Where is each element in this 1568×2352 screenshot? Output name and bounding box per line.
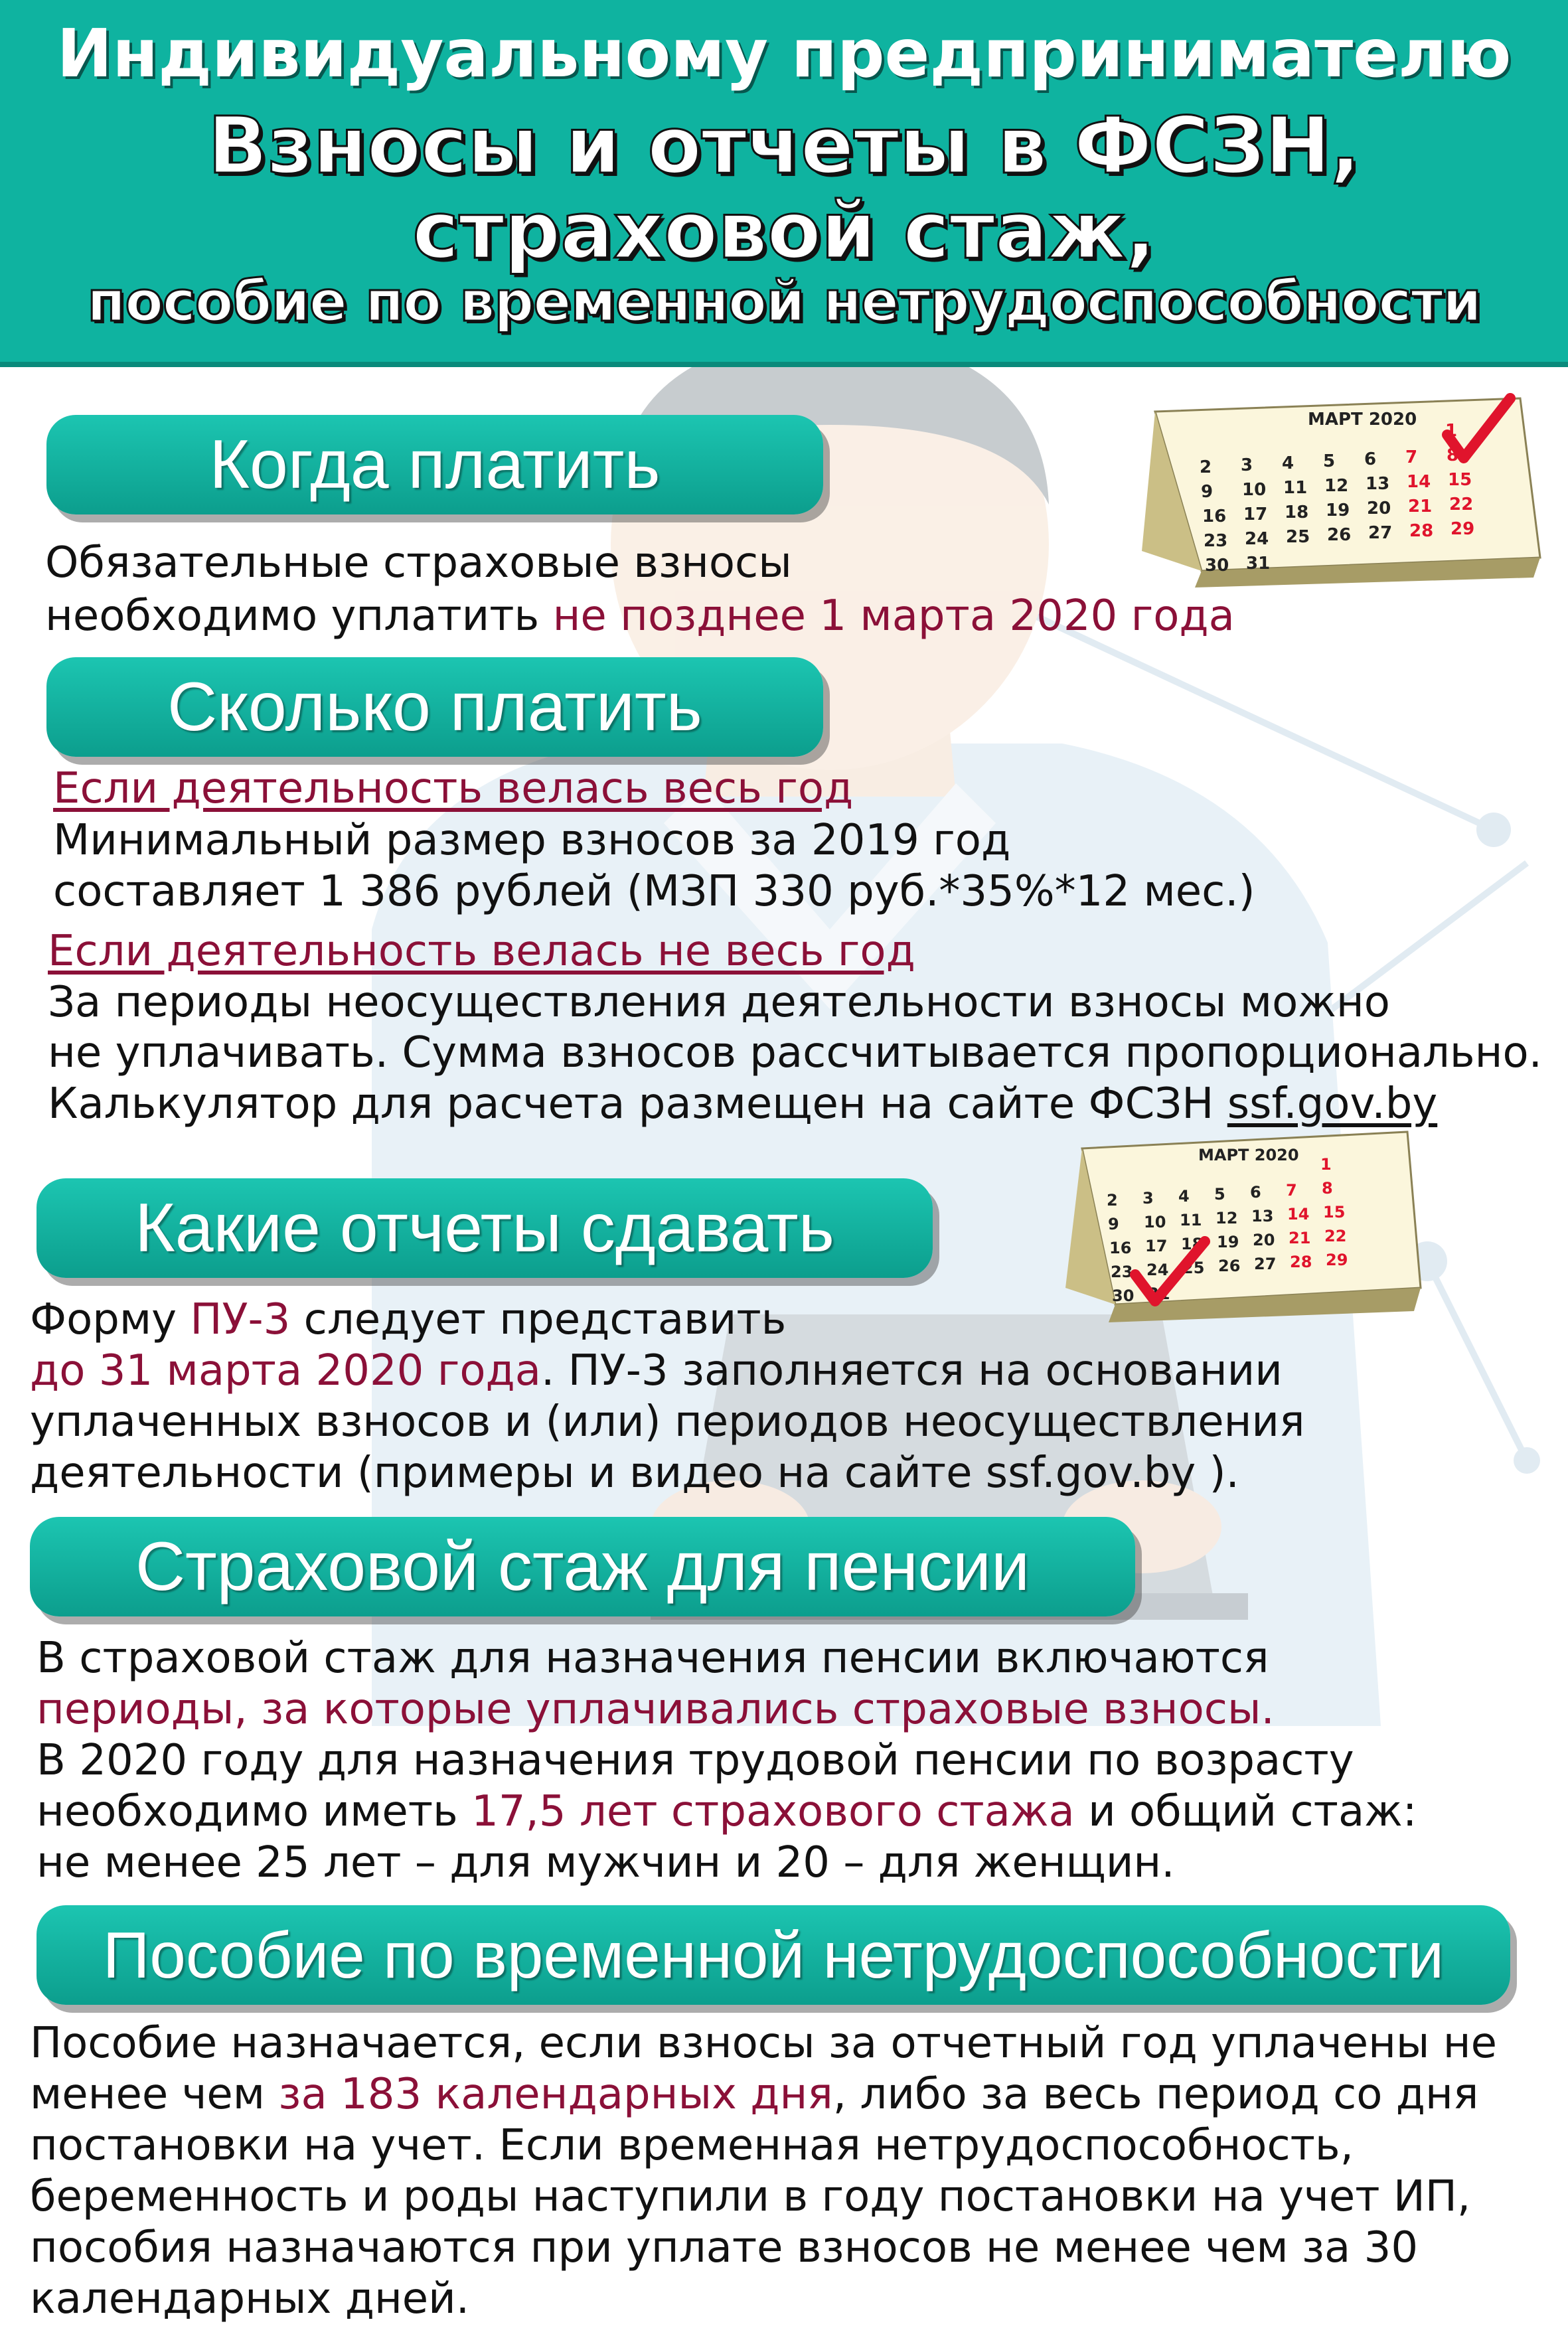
when-deadline: не позднее 1 марта 2020 года xyxy=(552,591,1235,641)
section-pension-title: Страховой стаж для пенсии xyxy=(30,1517,1135,1616)
calendar-day: 5 xyxy=(1214,1185,1225,1204)
section-when-title: Когда платить xyxy=(46,415,823,514)
calendar-day: 30 xyxy=(1205,556,1229,576)
header-line-2: Взносы и отчеты в ФСЗН, xyxy=(207,100,1361,191)
calendar-day: 6 xyxy=(1250,1183,1261,1202)
calendar-day: 14 xyxy=(1407,472,1431,492)
calendar-day: 1 xyxy=(1445,421,1458,441)
calendar-day: 15 xyxy=(1448,470,1472,490)
calendar-day: 19 xyxy=(1326,501,1350,520)
calendar-day: 27 xyxy=(1254,1255,1277,1273)
benefit-text-6: календарных дней. xyxy=(30,2274,470,2323)
how-much-text-5: Калькулятор для расчета размещен на сайте ФСЗН ssf.gov.by xyxy=(48,1079,1438,1129)
calendar-day: 13 xyxy=(1251,1207,1274,1225)
reports-text-1: Форму ПУ-3 следует представить xyxy=(30,1295,787,1344)
calendar-day: 16 xyxy=(1109,1239,1132,1257)
calendar-icon-2 xyxy=(1049,1109,1434,1328)
calendar-day: 17 xyxy=(1243,505,1268,524)
how-much-text-4: не уплачивать. Сумма взносов рассчитывается пропорционально. xyxy=(48,1028,1542,1077)
calendar-day: 26 xyxy=(1218,1257,1241,1275)
calendar-day: 6 xyxy=(1364,449,1377,469)
calendar-day: 2 xyxy=(1200,457,1212,477)
reports-deadline: до 31 марта 2020 года xyxy=(30,1346,541,1395)
calendar-day: 23 xyxy=(1111,1263,1133,1281)
calendar-day: 30 xyxy=(1112,1287,1135,1305)
benefit-text-2: менее чем за 183 календарных дня, либо за весь период со дня xyxy=(30,2070,1479,2119)
calendar-day: 26 xyxy=(1327,525,1352,545)
benefit-text-5: пособия назначаются при уплате взносов не менее чем за 30 xyxy=(30,2223,1419,2272)
calendar-day: 7 xyxy=(1286,1181,1297,1200)
fszn-site-link[interactable]: ssf.gov.by xyxy=(1227,1079,1438,1129)
benefit-text-3: постановки на учет. Если временная нетрудоспособность, xyxy=(30,2121,1354,2170)
calendar-day: 19 xyxy=(1217,1233,1239,1251)
calendar-day: 25 xyxy=(1182,1259,1205,1277)
calendar-day: 24 xyxy=(1146,1261,1169,1279)
calendar-day: 22 xyxy=(1324,1227,1347,1245)
calendar-day: 7 xyxy=(1405,447,1418,467)
calendar-day: 3 xyxy=(1142,1189,1154,1208)
calendar-day: 28 xyxy=(1290,1253,1312,1271)
calendar-day: 18 xyxy=(1181,1235,1204,1253)
calendar-day: 16 xyxy=(1202,507,1227,526)
pension-text-4: необходимо иметь 17,5 лет страхового стажа и общий стаж: xyxy=(37,1787,1417,1836)
when-text-2: необходимо уплатить не позднее 1 марта 2020 года xyxy=(45,591,1235,641)
how-much-text-1: Минимальный размер взносов за 2019 год xyxy=(53,816,1011,865)
calendar-day: 1 xyxy=(1320,1155,1332,1174)
calendar-day: 11 xyxy=(1283,478,1308,498)
calendar-day: 31 xyxy=(1148,1285,1170,1303)
calendar-day: 28 xyxy=(1409,521,1434,541)
calendar-day: 17 xyxy=(1145,1237,1168,1255)
when-text-1: Обязательные страховые взносы xyxy=(45,538,792,588)
calendar-day: 29 xyxy=(1326,1251,1348,1269)
pension-requirement: 17,5 лет страхового стажа xyxy=(471,1787,1075,1836)
calendar-day: 25 xyxy=(1286,527,1310,547)
how-much-subtitle-2: Если деятельность велась не весь год xyxy=(48,927,915,976)
calendar-day: 27 xyxy=(1368,523,1393,543)
calendar-day: 15 xyxy=(1323,1203,1346,1221)
calendar-day: 20 xyxy=(1367,499,1391,518)
form-name: ПУ-3 xyxy=(190,1295,291,1344)
calendar-day: 9 xyxy=(1108,1215,1119,1233)
header-banner xyxy=(0,0,1568,367)
section-reports-title: Какие отчеты сдавать xyxy=(37,1178,933,1278)
calendar-day: 23 xyxy=(1204,531,1228,551)
calendar-day: 10 xyxy=(1144,1213,1166,1231)
calendar-day: 14 xyxy=(1287,1205,1310,1223)
pension-text-2: периоды, за которые уплачивались страховые взносы. xyxy=(37,1685,1275,1734)
calendar-title: МАРТ 2020 xyxy=(1308,410,1417,430)
reports-text-3: уплаченных взносов и (или) периодов неосуществления xyxy=(30,1397,1305,1447)
pension-text-3: В 2020 году для назначения трудовой пенсии по возрасту xyxy=(37,1736,1354,1785)
calendar-day: 9 xyxy=(1201,482,1214,502)
section-benefit-title: Пособие по временной нетрудоспособности xyxy=(37,1905,1510,2005)
calendar-day: 4 xyxy=(1178,1187,1190,1206)
calendar-day: 12 xyxy=(1215,1209,1238,1227)
header-line-1: Индивидуальному предпринимателю xyxy=(56,15,1512,92)
calendar-2-title: МАРТ 2020 xyxy=(1198,1146,1299,1164)
calendar-day: 22 xyxy=(1449,495,1474,514)
calendar-day: 3 xyxy=(1241,455,1253,475)
how-much-text-3: За периоды неосуществления деятельности взносы можно xyxy=(48,978,1390,1027)
reports-text-4: деятельности (примеры и видео на сайте ssf.gov.by ). xyxy=(30,1449,1239,1498)
header-line-3: страховой стаж, xyxy=(412,185,1156,276)
calendar-day: 8 xyxy=(1447,445,1459,465)
calendar-day: 11 xyxy=(1180,1211,1202,1229)
calendar-day: 10 xyxy=(1242,480,1267,500)
reports-text-2: до 31 марта 2020 года. ПУ-3 заполняется на основании xyxy=(30,1346,1283,1395)
calendar-icon xyxy=(1129,372,1553,591)
calendar-day: 13 xyxy=(1366,474,1390,494)
calendar-day: 24 xyxy=(1245,529,1269,549)
how-much-subtitle-1: Если деятельность велась весь год xyxy=(53,764,854,813)
section-how-much-title: Сколько платить xyxy=(46,657,823,757)
calendar-day: 12 xyxy=(1324,476,1349,496)
benefit-text-4: беременность и роды наступили в году постановки на учет ИП, xyxy=(30,2172,1471,2221)
calendar-day: 29 xyxy=(1450,519,1475,539)
calendar-day: 4 xyxy=(1282,453,1294,473)
calendar-day: 21 xyxy=(1408,497,1433,516)
pension-text-5: не менее 25 лет – для мужчин и 20 – для женщин. xyxy=(37,1838,1175,1887)
benefit-requirement: за 183 календарных дня xyxy=(278,2070,833,2119)
header-line-4: пособие по временной нетрудоспособности xyxy=(87,269,1481,334)
calendar-day: 5 xyxy=(1323,451,1336,471)
how-much-text-2: составляет 1 386 рублей (МЗП 330 руб.*35%*12 мес.) xyxy=(53,867,1255,916)
calendar-day: 2 xyxy=(1107,1191,1118,1210)
calendar-day: 31 xyxy=(1246,554,1271,574)
calendar-day: 21 xyxy=(1289,1229,1311,1247)
pension-text-1: В страховой стаж для назначения пенсии включаются xyxy=(37,1634,1269,1683)
calendar-day: 20 xyxy=(1253,1231,1275,1249)
calendar-day: 8 xyxy=(1322,1179,1333,1198)
calendar-day: 18 xyxy=(1285,503,1309,522)
benefit-text-1: Пособие назначается, если взносы за отчетный год уплачены не xyxy=(30,2019,1497,2068)
